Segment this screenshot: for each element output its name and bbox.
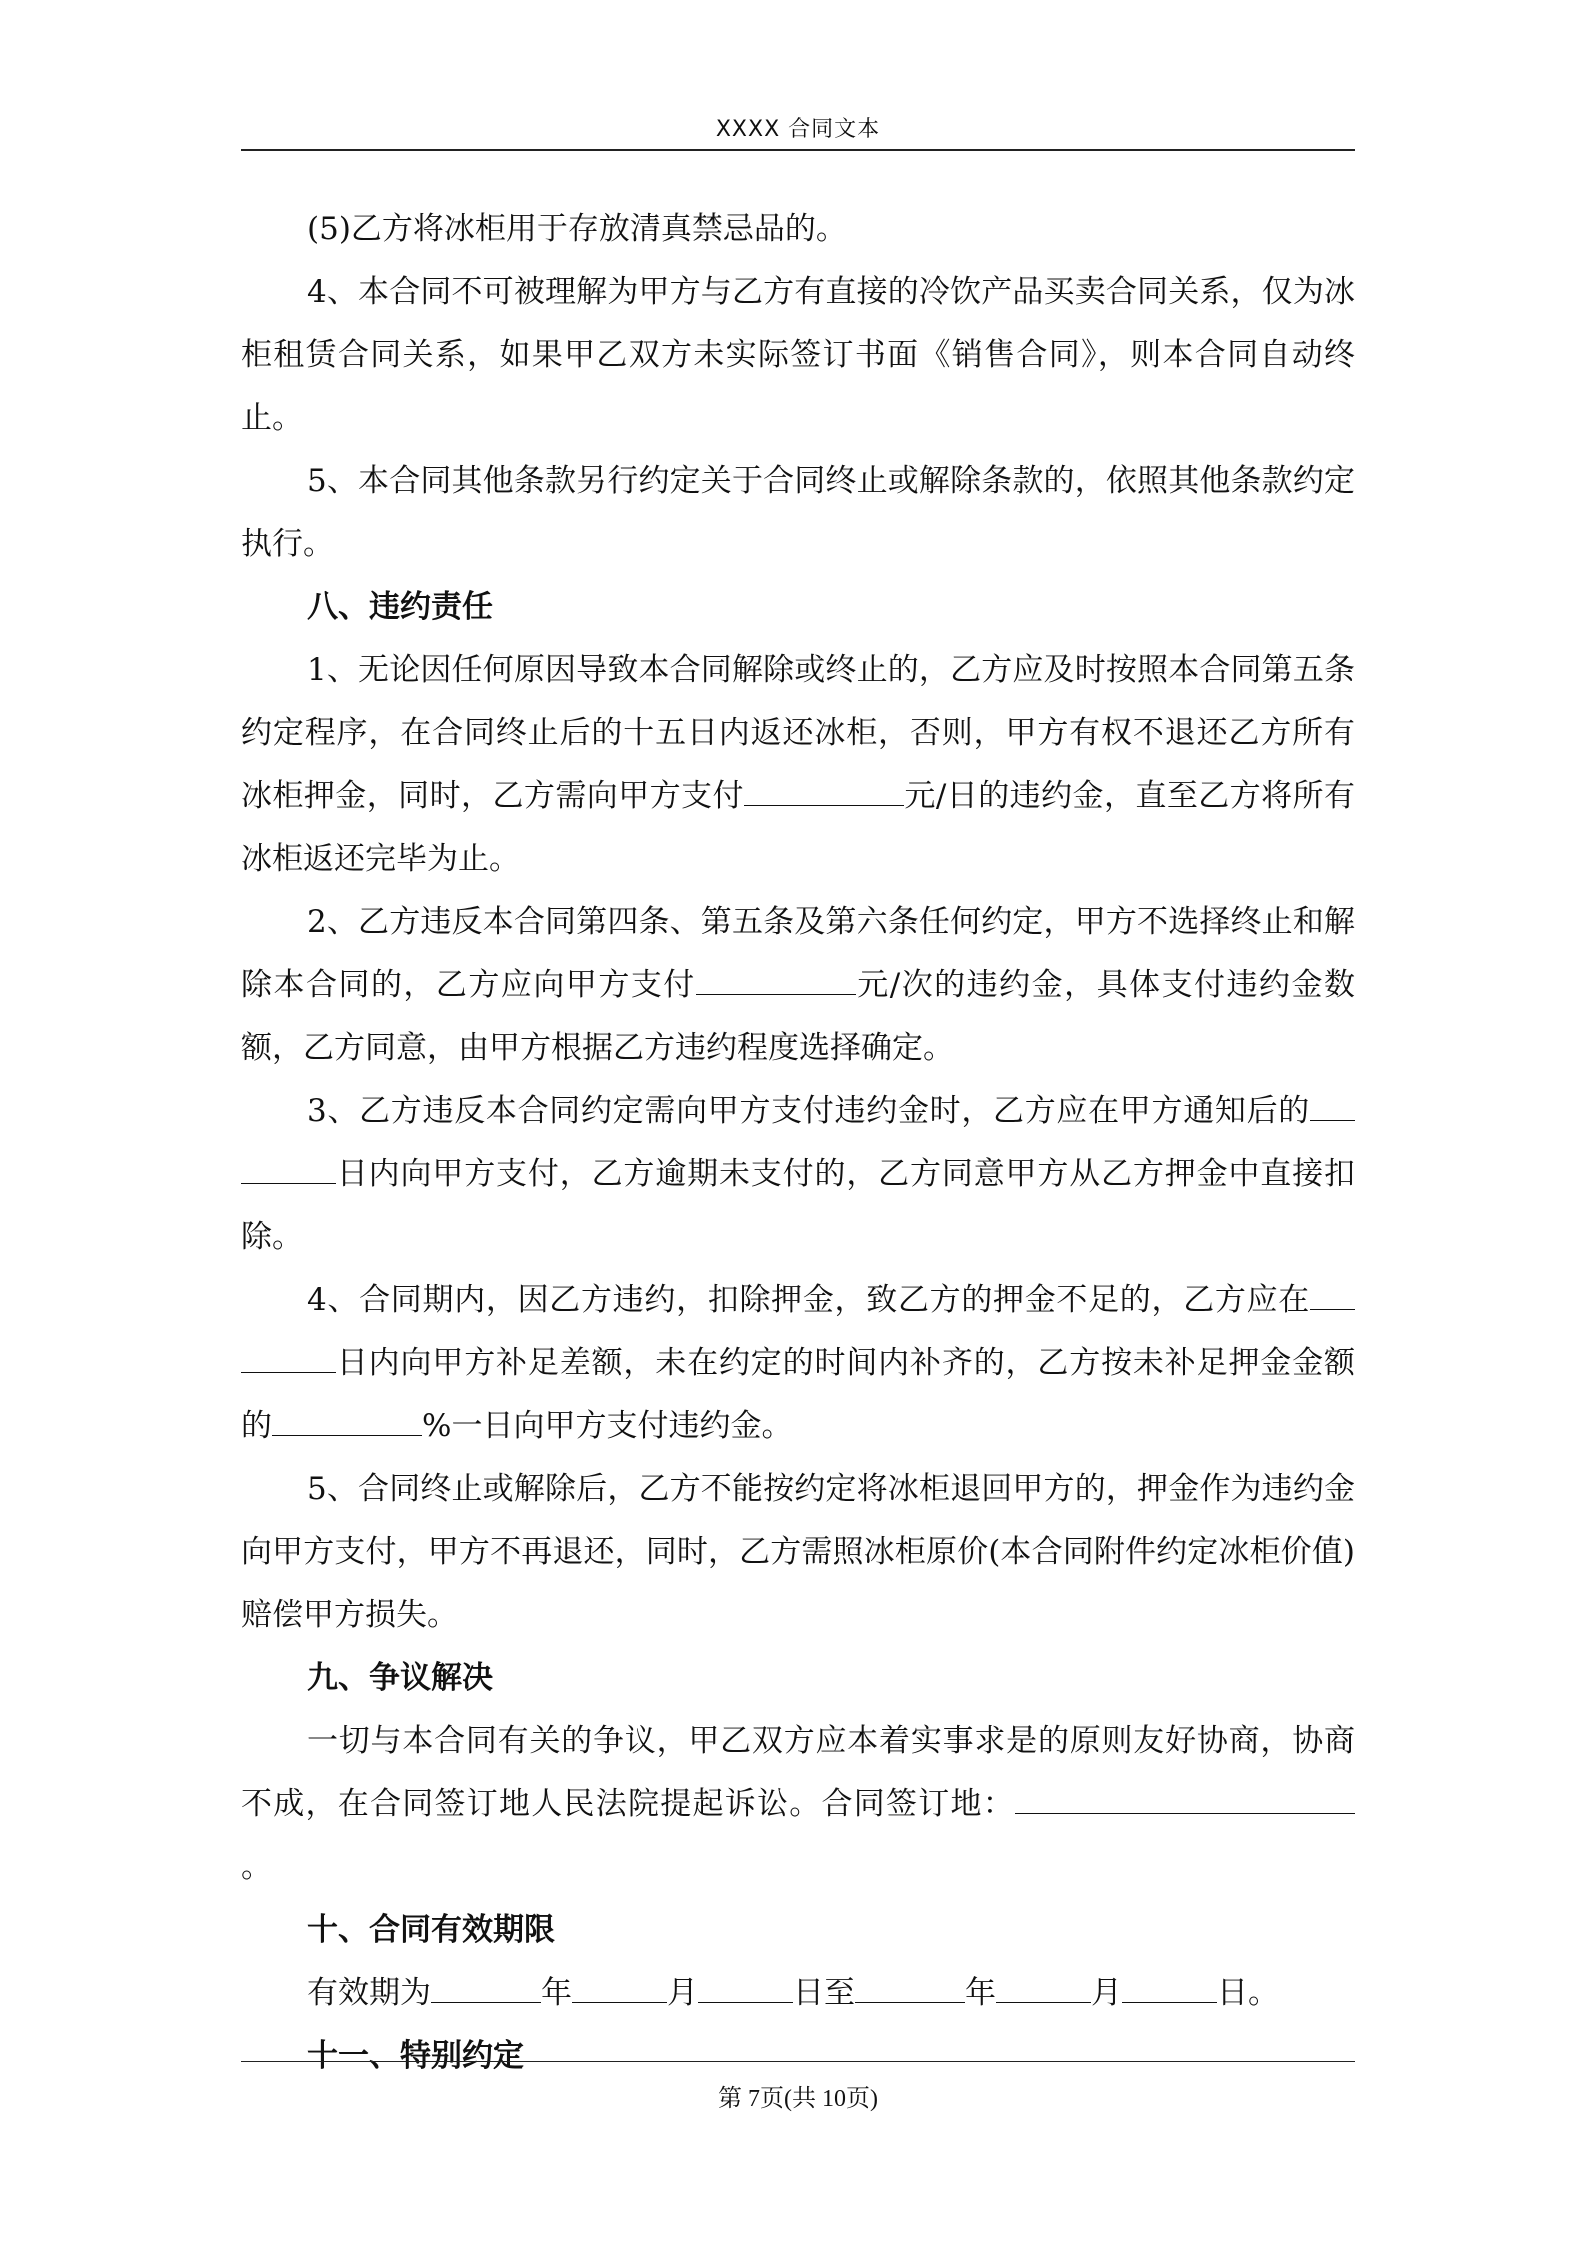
validity-lead: 有效期为 (307, 1975, 431, 2011)
clause-8-4-text-c: %一日向甲方支付违约金。 (422, 1408, 793, 1444)
header-rule (241, 149, 1355, 151)
validity-end-day-label: 日。 (1217, 1975, 1279, 2011)
footer-rule (241, 2061, 1355, 2062)
page-header: XXXX 合同文本 (715, 117, 881, 142)
validity-end-month-label: 月 (1091, 1975, 1122, 2011)
section-heading-8: 八、违约责任 (307, 589, 493, 625)
fill-blank-end-year (855, 1976, 965, 2003)
fill-blank-end-month (996, 1976, 1091, 2003)
clause-8-3-text-a: 3、乙方违反本合同约定需向甲方支付违约金时，乙方应在甲方通知后的 (307, 1093, 1310, 1129)
clause-9 (241, 1710, 1355, 1899)
validity-year-label: 年 (541, 1975, 572, 2011)
clause-8-1-text-a: 1、无论因任何原因导致本合同解除或终止的，乙方应及时按照本合同第五条约定程序，在合同终止后的十五日内返还冰柜，否则，甲方有权不退还乙方所有冰柜押金，同时，乙方需向甲方支付 (241, 652, 1355, 814)
document-body (241, 198, 1355, 2088)
section-heading-10: 十、合同有效期限 (307, 1912, 555, 1948)
clause-8-2-text-a: 2、乙方违反本合同第四条、第五条及第六条任何约定，甲方不选择终止和解除本合同的，乙方应向甲方支付 (241, 904, 1355, 1003)
fill-blank-topup-days (1310, 1283, 1355, 1310)
clause-8-4-text-a: 4、合同期内，因乙方违约，扣除押金，致乙方的押金不足的，乙方应在 (307, 1282, 1310, 1318)
clause-8-2-text-b: 元/次的违约金，具体支付违约金数额，乙方同意，由甲方根据乙方违约程度选择确定。 (241, 967, 1355, 1066)
validity-day-to-label: 日至 (793, 1975, 855, 2011)
clause-8-4 (241, 1269, 1355, 1458)
clause-8-1-text-b: 元/日的违约金，直至乙方将所有冰柜返还完毕为止。 (241, 778, 1355, 877)
fill-blank-end-day (1122, 1976, 1217, 2003)
fill-blank-percent (272, 1409, 422, 1436)
clause-8-2 (241, 891, 1355, 1080)
fill-blank-daily-penalty (744, 779, 904, 806)
clause-8-5: 5、合同终止或解除后，乙方不能按约定将冰柜退回甲方的，押金作为违约金向甲方支付，甲方不再退还，同时，乙方需照冰柜原价(本合同附件约定冰柜价值)赔偿甲方损失。 (241, 1471, 1355, 1633)
clause-7-3-5: (5)乙方将冰柜用于存放清真禁忌品的。 (307, 211, 847, 247)
validity-month-label: 月 (667, 1975, 698, 2011)
clause-9-text-b: 。 (241, 1849, 272, 1885)
clause-7-5: 5、本合同其他条款另行约定关于合同终止或解除条款的，依照其他条款约定执行。 (241, 463, 1355, 562)
fill-blank-payment-days (1310, 1094, 1355, 1121)
clause-7-4: 4、本合同不可被理解为甲方与乙方有直接的冷饮产品买卖合同关系，仅为冰柜租赁合同关系，如果甲乙双方未实际签订书面《销售合同》，则本合同自动终止。 (241, 274, 1355, 436)
section-heading-9: 九、争议解决 (307, 1660, 493, 1696)
fill-blank-start-month (572, 1976, 667, 2003)
fill-blank-start-year (431, 1976, 541, 2003)
fill-blank-payment-days-cont (241, 1157, 336, 1184)
fill-blank-start-day (698, 1976, 793, 2003)
page-footer: 第 7页(共 10页) (718, 2086, 878, 2112)
clause-8-3-text-b: 日内向甲方支付，乙方逾期未支付的，乙方同意甲方从乙方押金中直接扣除。 (241, 1156, 1355, 1255)
fill-blank-per-time-penalty (696, 968, 856, 995)
fill-blank-signing-place (1015, 1787, 1355, 1814)
fill-blank-topup-days-cont (241, 1346, 336, 1373)
clause-8-3 (241, 1080, 1355, 1269)
clause-8-4-text-b: 日内向甲方补足差额，未在约定的时间内补齐的，乙方按未补足押金金额的 (241, 1345, 1355, 1444)
clause-10 (241, 1962, 1355, 2025)
validity-end-year-label: 年 (965, 1975, 996, 2011)
clause-8-1 (241, 639, 1355, 891)
clause-9-text-a: 一切与本合同有关的争议，甲乙双方应本着实事求是的原则友好协商，协商不成，在合同签订地人民法院提起诉讼。合同签订地： (241, 1723, 1355, 1822)
section-heading-11: 十一、特别约定 (307, 2038, 524, 2074)
